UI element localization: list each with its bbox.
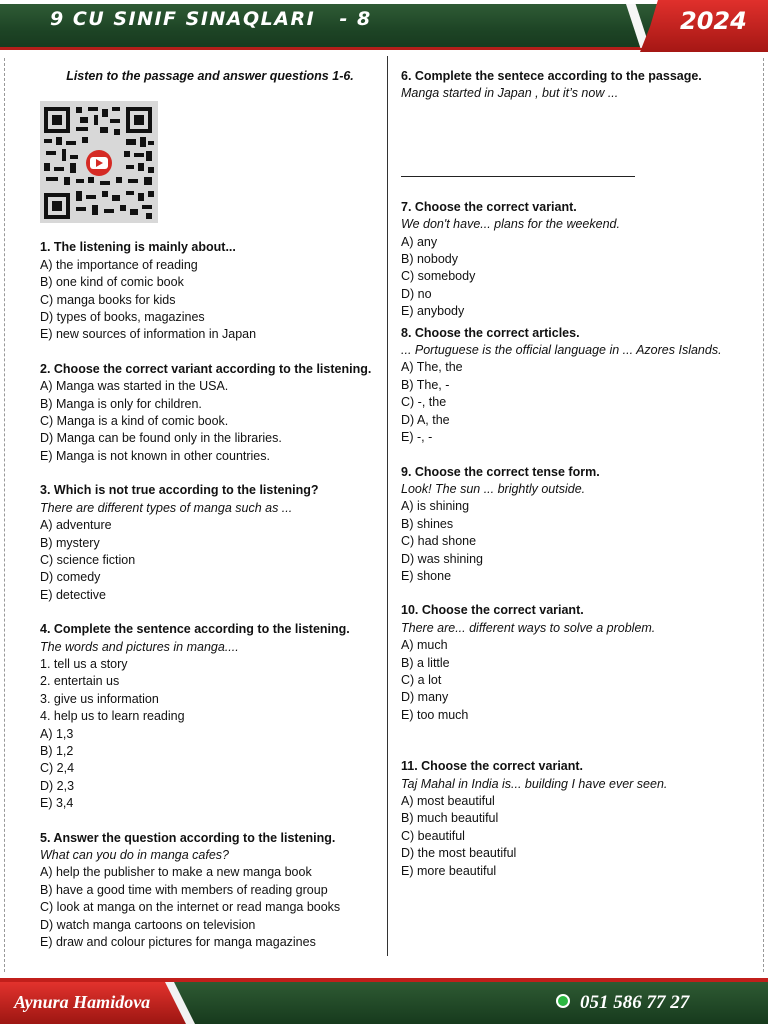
statement-item: 3. give us information: [40, 691, 159, 706]
answer-option[interactable]: D) A, the: [401, 412, 450, 427]
answer-option[interactable]: E) too much: [401, 707, 469, 722]
answer-option[interactable]: A) help the publisher to make a new manga book: [40, 865, 312, 880]
answer-option[interactable]: C) manga books for kids: [40, 292, 176, 307]
answer-option[interactable]: D) the most beautiful: [401, 846, 517, 861]
answer-option[interactable]: D) many: [401, 690, 449, 705]
question-prompt: ... Portuguese is the official language in ... Azores Islands.: [401, 343, 722, 358]
question-4: [40, 621, 380, 812]
answer-option[interactable]: C) 2,4: [40, 761, 75, 776]
answer-blank-line[interactable]: [401, 173, 635, 177]
answer-option[interactable]: D) 2,3: [40, 778, 75, 793]
right-column: [401, 68, 761, 897]
column-divider: [387, 56, 388, 956]
exam-year: 2024: [680, 7, 747, 35]
answer-option[interactable]: E) anybody: [401, 304, 465, 319]
answer-option[interactable]: C) beautiful: [401, 828, 465, 843]
statement-item: 1. tell us a story: [40, 656, 128, 671]
answer-option[interactable]: D) watch manga cartoons on television: [40, 917, 256, 932]
answer-option[interactable]: A) 1,3: [40, 726, 74, 741]
footer-banner: [0, 978, 768, 1024]
question-prompt: Taj Mahal in India is... building I have ever seen.: [401, 776, 668, 791]
question-3: [40, 482, 380, 604]
question-prompt: There are different types of manga such as ...: [40, 500, 293, 515]
whatsapp-icon: [556, 994, 570, 1008]
question-title: 4. Complete the sentence according to the listening.: [40, 622, 350, 637]
left-questions: [40, 239, 380, 951]
question-prompt: What can you do in manga cafes?: [40, 848, 230, 862]
answer-option[interactable]: B) nobody: [401, 252, 458, 267]
answer-option[interactable]: E) 3,4: [40, 796, 74, 811]
question-prompt: We don't have... plans for the weekend.: [401, 217, 620, 232]
answer-option[interactable]: D) no: [401, 286, 432, 301]
statement-item: 4. help us to learn reading: [40, 709, 185, 724]
phone-number[interactable]: 051 586 77 27: [580, 992, 690, 1013]
qr-code-pattern: [40, 101, 158, 223]
answer-option[interactable]: B) shines: [401, 516, 454, 531]
question-7: [401, 199, 761, 321]
question-title: 1. The listening is mainly about...: [40, 240, 236, 255]
question-5: [40, 830, 380, 952]
qr-code[interactable]: [40, 101, 158, 223]
answer-option[interactable]: E) Manga is not known in other countries.: [40, 448, 270, 463]
answer-option[interactable]: A) the importance of reading: [40, 257, 198, 272]
answer-option[interactable]: D) was shining: [401, 551, 483, 566]
answer-option[interactable]: A) any: [401, 234, 438, 249]
answer-option[interactable]: D) Manga can be found only in the libraries.: [40, 431, 282, 446]
question-title: 2. Choose the correct variant according to the listening.: [40, 361, 372, 376]
question-title: 7. Choose the correct variant.: [401, 199, 577, 214]
answer-option[interactable]: A) The, the: [401, 360, 463, 375]
question-11: [401, 758, 761, 880]
answer-option[interactable]: C) look at manga on the internet or read manga books: [40, 900, 341, 915]
statement-item: 2. entertain us: [40, 674, 120, 689]
answer-option[interactable]: D) types of books, magazines: [40, 310, 205, 325]
question-1: [40, 239, 380, 343]
answer-option[interactable]: A) adventure: [40, 518, 112, 533]
question-title: 6. Complete the sentece according to the passage.: [401, 69, 702, 83]
answer-option[interactable]: B) mystery: [40, 535, 100, 550]
answer-option[interactable]: B) The, -: [401, 377, 450, 392]
answer-option[interactable]: C) science fiction: [40, 552, 136, 567]
answer-option[interactable]: A) much: [401, 638, 448, 653]
question-9: [401, 464, 761, 586]
listening-instructions: Listen to the passage and answer questions 1-6.: [66, 69, 354, 83]
header-banner: [0, 0, 768, 56]
question-prompt: Manga started in Japan , but it’s now ...: [401, 86, 619, 101]
answer-option[interactable]: B) much beautiful: [401, 811, 499, 826]
question-title: 10. Choose the correct variant.: [401, 603, 584, 618]
answer-option[interactable]: D) comedy: [40, 570, 101, 585]
answer-option[interactable]: E) -, -: [401, 430, 433, 445]
answer-option[interactable]: E) detective: [40, 587, 107, 602]
answer-option[interactable]: A) Manga was started in the USA.: [40, 379, 229, 394]
question-prompt: Look! The sun ... brightly outside.: [401, 481, 586, 496]
question-2: [40, 361, 380, 465]
answer-option[interactable]: B) one kind of comic book: [40, 275, 184, 290]
left-column: [40, 68, 380, 968]
answer-option[interactable]: C) Manga is a kind of comic book.: [40, 414, 229, 429]
question-6: [401, 68, 761, 177]
answer-option[interactable]: C) had shone: [401, 534, 477, 549]
answer-option[interactable]: E) more beautiful: [401, 863, 497, 878]
answer-option[interactable]: E) draw and colour pictures for manga magazines: [40, 935, 316, 950]
answer-option[interactable]: C) somebody: [401, 269, 476, 284]
answer-option[interactable]: E) new sources of information in Japan: [40, 327, 257, 342]
answer-option[interactable]: E) shone: [401, 568, 452, 583]
author-name: Aynura Hamidova: [14, 992, 151, 1012]
page-title: 9 CU SINIF SINAQLARI - 8: [50, 8, 372, 30]
question-10: [401, 602, 761, 724]
answer-option[interactable]: C) a lot: [401, 672, 442, 687]
question-title: 11. Choose the correct variant.: [401, 759, 584, 774]
question-title: 5. Answer the question according to the listening.: [40, 830, 336, 845]
answer-option[interactable]: B) Manga is only for children.: [40, 396, 202, 411]
question-title: 9. Choose the correct tense form.: [401, 464, 600, 479]
answer-option[interactable]: A) is shining: [401, 499, 470, 514]
answer-option[interactable]: A) most beautiful: [401, 794, 495, 808]
answer-option[interactable]: B) have a good time with members of reading group: [40, 882, 328, 897]
answer-option[interactable]: B) 1,2: [40, 743, 74, 758]
answer-option[interactable]: B) a little: [401, 655, 450, 670]
question-prompt: The words and pictures in manga....: [40, 639, 239, 654]
question-title: 8. Choose the correct articles.: [401, 325, 580, 340]
question-8: [401, 325, 761, 447]
question-title: 3. Which is not true according to the listening?: [40, 483, 319, 498]
question-prompt: There are... different ways to solve a problem.: [401, 620, 656, 635]
answer-option[interactable]: C) -, the: [401, 395, 447, 410]
